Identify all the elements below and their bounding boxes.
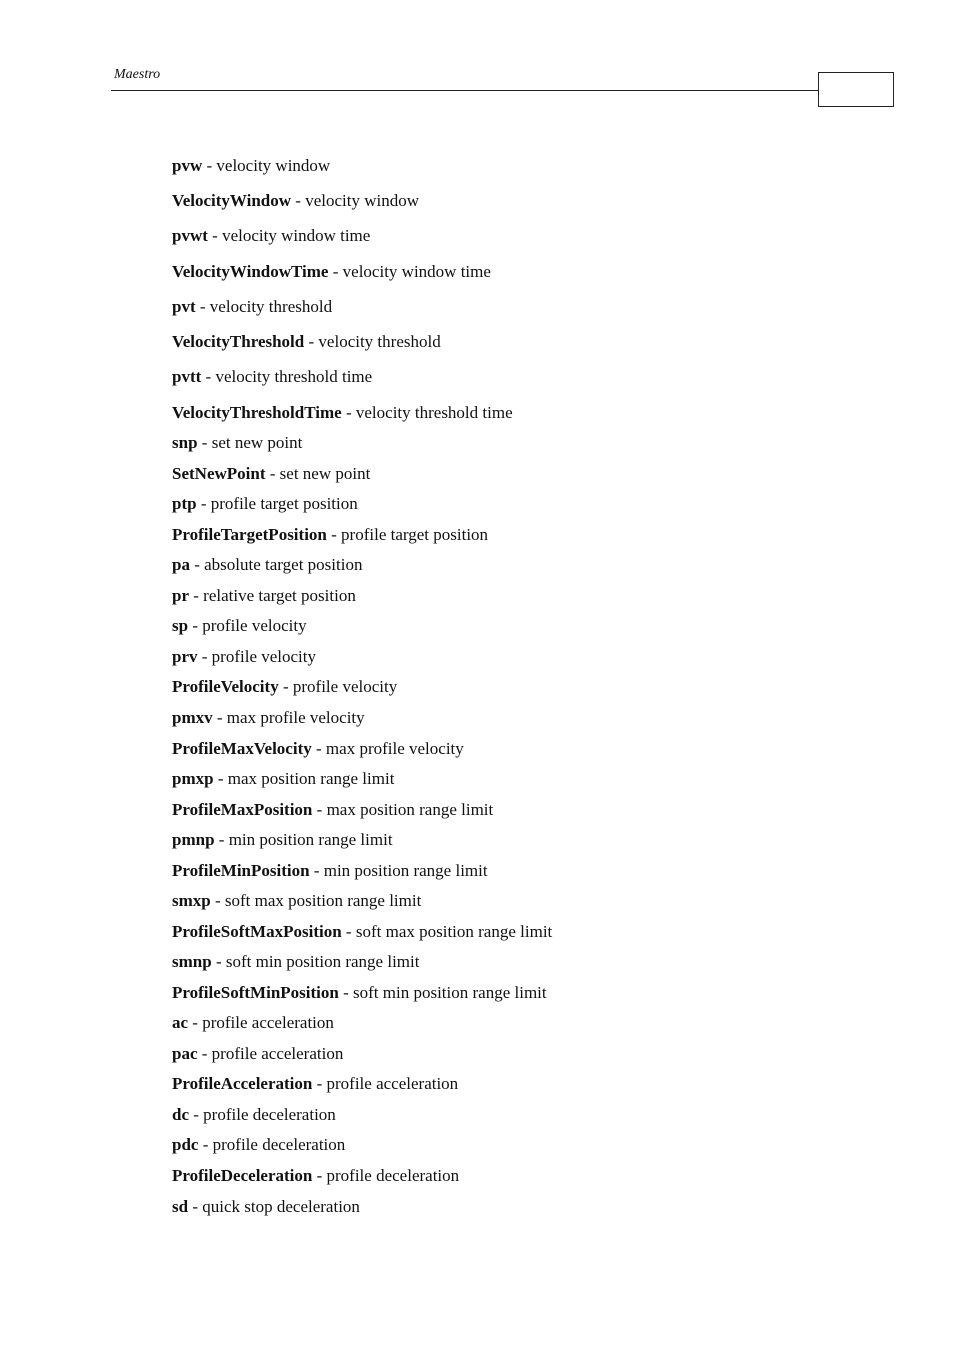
command-term: VelocityWindow	[172, 191, 292, 210]
command-description: velocity window	[305, 191, 419, 210]
command-entry	[172, 891, 421, 911]
command-description: profile velocity	[202, 616, 307, 635]
command-term: pmxv	[172, 708, 213, 727]
command-term: SetNewPoint	[172, 464, 266, 483]
command-description: velocity threshold time	[215, 367, 373, 386]
command-entry	[172, 367, 372, 387]
command-separator: -	[312, 1166, 327, 1185]
command-entry	[172, 922, 552, 942]
command-entry	[172, 525, 488, 545]
command-separator: -	[326, 525, 342, 544]
command-entry	[172, 952, 419, 972]
command-entry	[172, 861, 488, 881]
command-description: soft max position range limit	[355, 922, 553, 941]
command-term: sd	[172, 1197, 189, 1216]
command-entry	[172, 1013, 334, 1033]
command-separator: -	[338, 983, 354, 1002]
command-description: velocity threshold time	[355, 403, 513, 422]
command-separator: -	[214, 830, 229, 849]
command-term: ProfileTargetPosition	[172, 525, 327, 544]
command-description: soft min position range limit	[225, 952, 420, 971]
command-term: pmnp	[172, 830, 215, 849]
header-title: Maestro	[114, 67, 161, 82]
command-separator: -	[196, 494, 211, 513]
command-entry	[172, 262, 491, 282]
command-separator: -	[341, 922, 356, 941]
command-term: smxp	[172, 891, 211, 910]
command-description: velocity window	[216, 156, 331, 175]
command-separator: -	[213, 769, 228, 788]
command-separator: -	[265, 464, 280, 483]
command-separator: -	[202, 156, 217, 175]
command-entry	[172, 769, 394, 789]
command-description: min position range limit	[323, 861, 488, 880]
command-term: VelocityThresholdTime	[172, 403, 342, 422]
command-description: profile acceleration	[326, 1074, 459, 1093]
command-term: ac	[172, 1013, 189, 1032]
command-term: pvtt	[172, 367, 202, 386]
command-term: ProfileVelocity	[172, 677, 279, 696]
command-description: max profile velocity	[226, 708, 365, 727]
command-entry	[172, 616, 307, 636]
command-separator: -	[207, 226, 223, 245]
command-term: pvt	[172, 297, 196, 316]
command-separator: -	[188, 616, 203, 635]
command-description: profile velocity	[211, 647, 316, 666]
command-separator: -	[210, 891, 225, 910]
command-separator: -	[309, 861, 324, 880]
command-separator: -	[312, 1074, 327, 1093]
command-entry	[172, 586, 356, 606]
command-term: pvw	[172, 156, 203, 175]
command-description: profile deceleration	[212, 1135, 346, 1154]
command-entry	[172, 800, 493, 820]
command-entry	[172, 1197, 360, 1217]
command-separator: -	[197, 647, 212, 666]
command-entry	[172, 191, 419, 211]
command-term: ProfileMaxPosition	[172, 800, 313, 819]
command-entry	[172, 332, 441, 352]
command-separator: -	[197, 433, 212, 452]
command-term: pr	[172, 586, 189, 605]
command-description: velocity window time	[222, 226, 371, 245]
command-entry	[172, 739, 464, 759]
command-separator: -	[201, 367, 216, 386]
command-separator: -	[197, 1044, 212, 1063]
command-separator: -	[189, 586, 204, 605]
command-entry	[172, 647, 316, 667]
command-separator: -	[341, 403, 356, 422]
command-description: soft min position range limit	[353, 983, 547, 1002]
command-description: profile deceleration	[326, 1166, 460, 1185]
command-description: profile deceleration	[203, 1105, 336, 1124]
command-term: smnp	[172, 952, 212, 971]
command-separator: -	[189, 555, 205, 574]
command-description: profile target position	[210, 494, 358, 513]
command-term: VelocityWindowTime	[172, 262, 329, 281]
command-separator: -	[212, 708, 227, 727]
command-description: quick stop deceleration	[202, 1197, 360, 1216]
command-description: profile acceleration	[211, 1044, 344, 1063]
command-entry	[172, 983, 547, 1003]
command-separator: -	[304, 332, 319, 351]
command-entry	[172, 555, 362, 575]
command-term: dc	[172, 1105, 189, 1124]
command-entry	[172, 1166, 459, 1186]
command-separator: -	[312, 800, 327, 819]
command-term: pdc	[172, 1135, 199, 1154]
command-description: max position range limit	[326, 800, 494, 819]
command-entry	[172, 156, 330, 176]
command-entry	[172, 494, 358, 514]
command-term: pvwt	[172, 226, 208, 245]
command-description: profile acceleration	[202, 1013, 334, 1032]
command-description: set new point	[211, 433, 303, 452]
command-description: min position range limit	[228, 830, 393, 849]
command-entry	[172, 1105, 336, 1125]
command-term: snp	[172, 433, 198, 452]
command-entry	[172, 226, 370, 246]
command-separator: -	[328, 262, 343, 281]
command-entry	[172, 677, 397, 697]
command-entry	[172, 1074, 458, 1094]
command-term: ptp	[172, 494, 197, 513]
command-term: ProfileMinPosition	[172, 861, 310, 880]
command-description: velocity window time	[342, 262, 491, 281]
command-term: VelocityThreshold	[172, 332, 305, 351]
command-description: velocity threshold	[318, 332, 441, 351]
command-separator: -	[198, 1135, 213, 1154]
command-separator: -	[188, 1013, 203, 1032]
command-entry	[172, 403, 513, 423]
command-separator: -	[189, 1105, 204, 1124]
command-term: ProfileDeceleration	[172, 1166, 313, 1185]
command-description: absolute target position	[204, 555, 363, 574]
command-list	[172, 0, 872, 1351]
command-entry	[172, 433, 302, 453]
command-entry	[172, 297, 332, 317]
command-description: relative target position	[203, 586, 356, 605]
command-description: profile velocity	[292, 677, 398, 696]
command-description: soft max position range limit	[224, 891, 422, 910]
command-description: set new point	[279, 464, 371, 483]
command-description: max position range limit	[227, 769, 395, 788]
command-term: sp	[172, 616, 189, 635]
command-term: pmxp	[172, 769, 214, 788]
command-term: pac	[172, 1044, 198, 1063]
command-term: ProfileSoftMaxPosition	[172, 922, 342, 941]
command-term: ProfileAcceleration	[172, 1074, 313, 1093]
command-separator: -	[195, 297, 210, 316]
command-description: profile target position	[341, 525, 489, 544]
command-separator: -	[291, 191, 306, 210]
command-term: ProfileMaxVelocity	[172, 739, 312, 758]
command-separator: -	[311, 739, 326, 758]
command-separator: -	[278, 677, 293, 696]
command-entry	[172, 830, 393, 850]
command-separator: -	[188, 1197, 203, 1216]
command-separator: -	[211, 952, 226, 971]
command-entry	[172, 464, 370, 484]
command-term: pa	[172, 555, 190, 574]
command-entry	[172, 1044, 343, 1064]
command-entry	[172, 1135, 345, 1155]
command-term: ProfileSoftMinPosition	[172, 983, 339, 1002]
command-term: prv	[172, 647, 198, 666]
command-description: velocity threshold	[209, 297, 333, 316]
command-description: max profile velocity	[325, 739, 464, 758]
command-entry	[172, 708, 365, 728]
